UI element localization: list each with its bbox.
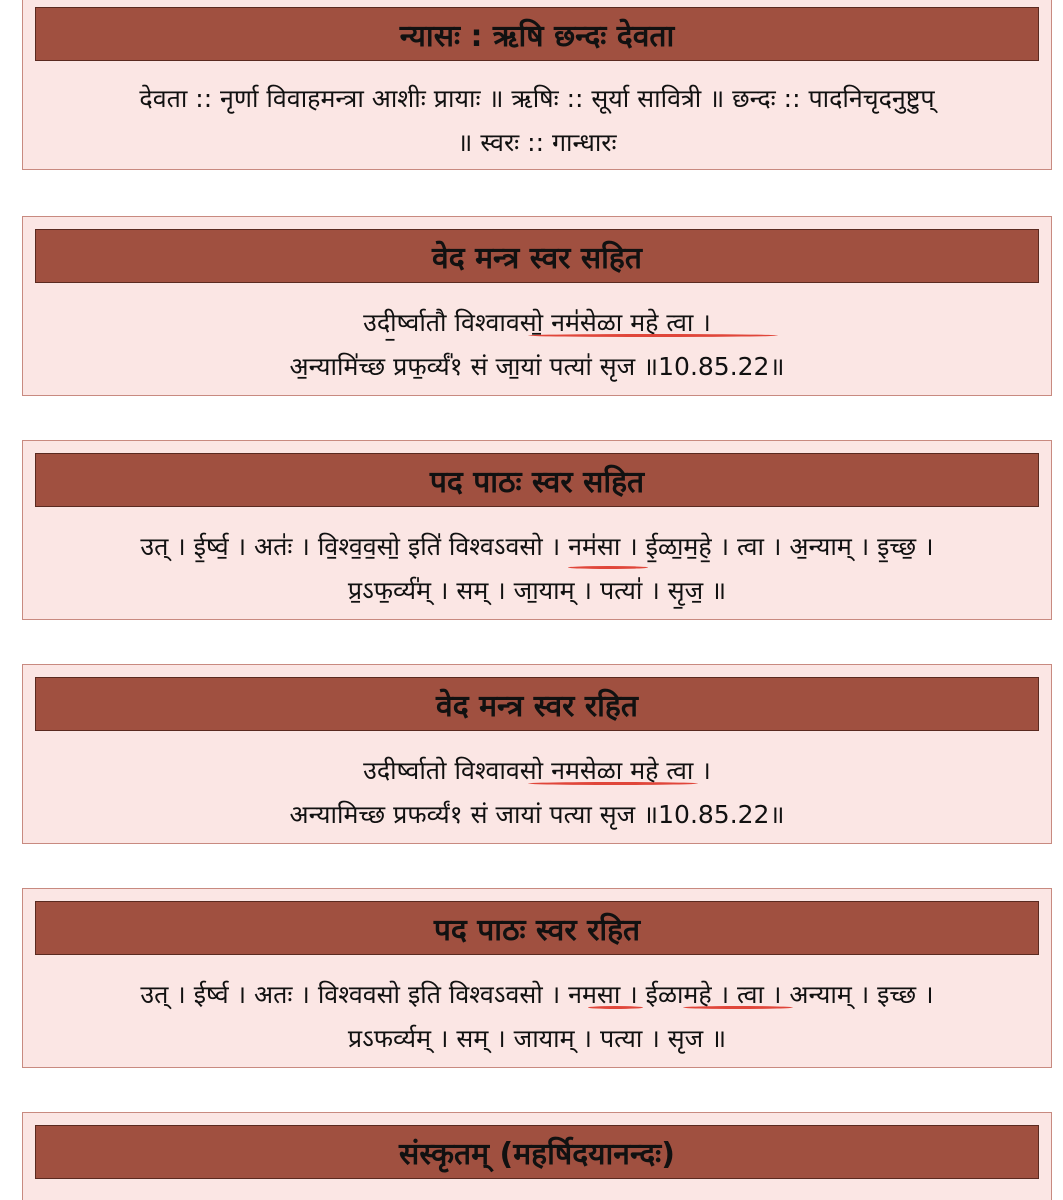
section-body [23, 973, 1051, 1061]
section-heading: वेद मन्त्र स्वर रहित [35, 677, 1039, 731]
mantra-plain-line-1: उदीर्ष्वातो विश्वावसो नमसेळा महे त्वा । [363, 756, 711, 785]
sanskrit-commentary-section [22, 1112, 1052, 1200]
mantra-line-2: अ॒न्यामि॑च्छ प्रफ॒र्व्यं॑१ सं जा॒यां पत्या॑ सृज ॥10.85.22॥ [289, 352, 785, 381]
section-body [23, 525, 1051, 613]
padapatha-plain-line-2: प्रऽफर्व्यम् । सम् । जायाम् । पत्या । सृज ॥ [347, 1024, 727, 1053]
red-underline-mark [528, 782, 698, 785]
section-heading: वेद मन्त्र स्वर सहित [35, 229, 1039, 283]
section-body [23, 301, 1051, 389]
red-underline-mark [683, 1006, 793, 1009]
red-underline-mark [588, 1006, 643, 1009]
mantra-plain-line-2: अन्यामिच्छ प्रफर्व्यं१ सं जायां पत्या सृज ॥10.85.22॥ [289, 800, 785, 829]
section-heading: संस्कृतम् (महर्षिदयानन्दः) [35, 1125, 1039, 1179]
red-underline-mark [528, 334, 778, 337]
padapatha-line-2: प्र॒ऽफ॒र्व्य॑म् । सम् । जा॒याम् । पत्या॑ । सृ॒ज॒ ॥ [347, 576, 727, 605]
mantra-line-1: उदी॒र्ष्वातौ विश्वावसो॒ नम॑सेळा महे त्वा । [363, 308, 711, 337]
red-underline-mark [568, 566, 648, 569]
mantra-without-accent-section [22, 664, 1052, 844]
padapatha-line-1: उत् । ई॒र्ष्व॒ । अतः॑ । वि॒श्व॒व॒सो॒ इति॑ विश्वऽवसो । नम॑सा । ई॒ळा॒म॒हे॒ । त्वा । अ॒न्याम् । इ॒च्छ॒ । [140, 532, 934, 561]
nyasa-line-2: ॥ स्वरः :: गान्धारः [457, 128, 617, 157]
nyasa-section [22, 0, 1052, 170]
padapatha-with-accent-section [22, 440, 1052, 620]
section-heading: पद पाठः स्वर रहित [35, 901, 1039, 955]
section-heading: पद पाठः स्वर सहित [35, 453, 1039, 507]
section-body [23, 77, 1051, 165]
mantra-with-accent-section [22, 216, 1052, 396]
padapatha-plain-line-1: उत् । ईर्ष्व । अतः । विश्ववसो इति विश्वऽवसो । नमसा । ईळामहे । त्वा । अन्याम् । इच्छ । [140, 980, 934, 1009]
padapatha-without-accent-section [22, 888, 1052, 1068]
section-heading: न्यासः : ऋषि छन्दः देवता [35, 7, 1039, 61]
nyasa-line-1: देवता :: नृर्णा विवाहमन्त्रा आशीः प्रायाः ॥ ऋषिः :: सूर्या सावित्री ॥ छन्दः :: पादनिचृदनुष्टुप् [139, 84, 935, 113]
section-body [23, 749, 1051, 837]
